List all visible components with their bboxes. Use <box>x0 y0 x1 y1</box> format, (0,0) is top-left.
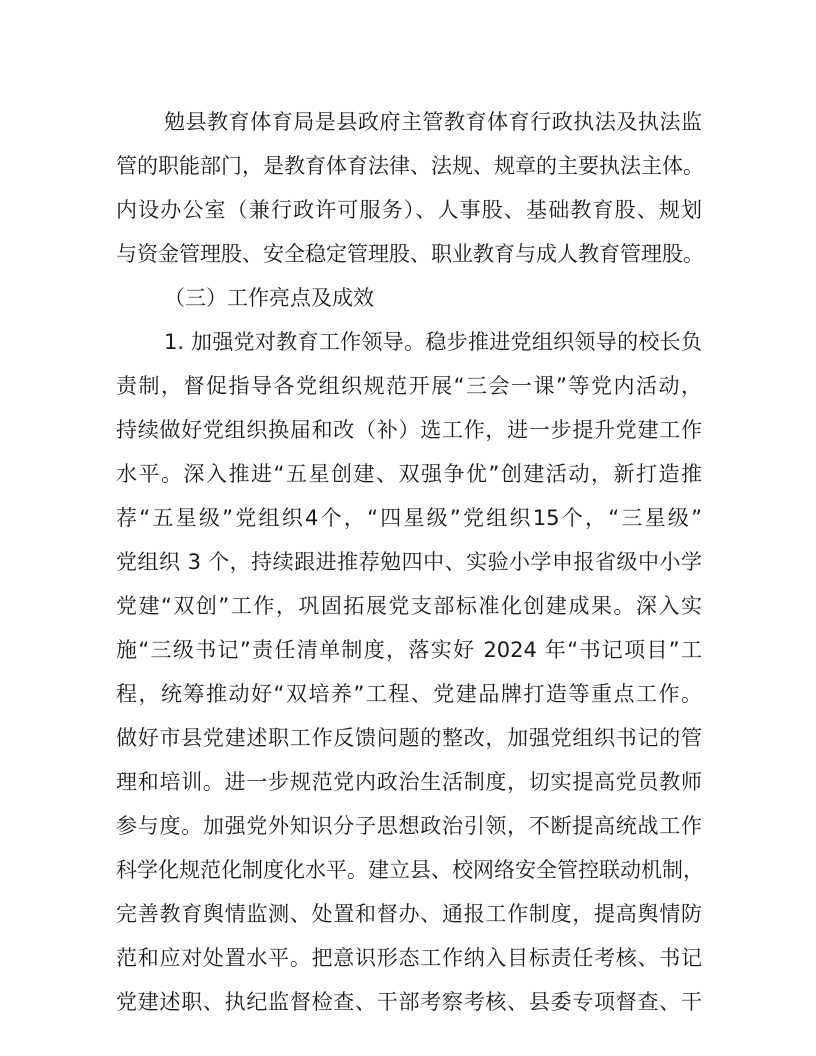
section-heading: （三）工作亮点及成效 <box>164 286 374 310</box>
paragraph-line: 做好市县党建述职工作反馈问题的整改，加强党组织书记的管 <box>116 726 702 750</box>
paragraph-line: 党组织 3 个，持续跟进推荐勉四中、实验小学申报省级中小学 <box>116 550 702 574</box>
paragraph-line: 勉县教育体育局是县政府主管教育体育行政执法及执法监 <box>164 110 702 134</box>
paragraph-line: 持续做好党组织换届和改（补）选工作，进一步提升党建工作 <box>116 418 702 442</box>
paragraph-line: 与资金管理股、安全稳定管理股、职业教育与成人教育管理股。 <box>116 242 704 266</box>
paragraph-line: 党建述职、执纪监督检查、干部考察考核、县委专项督查、干 <box>116 990 702 1014</box>
paragraph-line: 科学化规范化制度化水平。建立县、校网络安全管控联动机制， <box>116 858 704 882</box>
paragraph-line: 管的职能部门，是教育体育法律、法规、规章的主要执法主体。 <box>116 154 704 178</box>
paragraph-line: 党建“双创”工作，巩固拓展党支部标准化创建成果。深入实 <box>116 594 702 618</box>
paragraph-line: 程，统筹推动好“双培养”工程、党建品牌打造等重点工作。 <box>116 682 702 706</box>
paragraph-line: 内设办公室（兼行政许可服务）、人事股、基础教育股、规划 <box>116 198 702 222</box>
paragraph-line: 范和应对处置水平。把意识形态工作纳入目标责任考核、书记 <box>116 946 702 970</box>
paragraph-line: 荐“五星级”党组织4个，“四星级”党组织15个，“三星级” <box>116 506 702 530</box>
paragraph-line: 水平。深入推进“五星创建、双强争优”创建活动，新打造推 <box>116 462 702 486</box>
paragraph-line: 完善教育舆情监测、处置和督办、通报工作制度，提高舆情防 <box>116 902 702 926</box>
paragraph-line: 参与度。加强党外知识分子思想政治引领，不断提高统战工作 <box>116 814 702 838</box>
paragraph-line: 1. 加强党对教育工作领导。稳步推进党组织领导的校长负 <box>164 330 702 354</box>
paragraph-line: 施“三级书记”责任清单制度，落实好 2024 年“书记项目”工 <box>116 638 702 662</box>
paragraph-line: 责制，督促指导各党组织规范开展“三会一课”等党内活动， <box>116 374 702 398</box>
paragraph-line: 理和培训。进一步规范党内政治生活制度，切实提高党员教师 <box>116 770 702 794</box>
